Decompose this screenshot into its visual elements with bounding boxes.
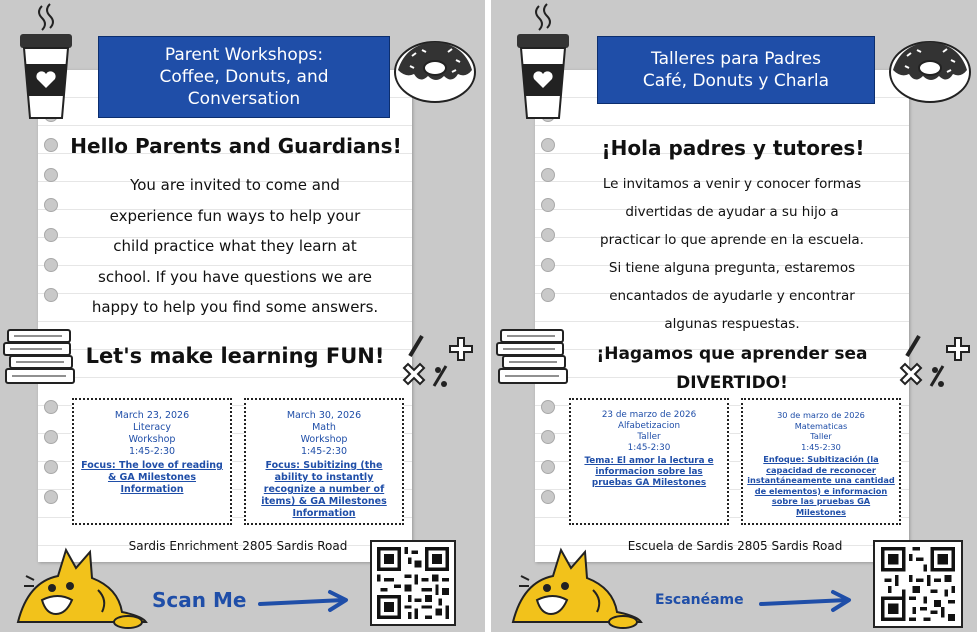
binder-hole [541, 400, 555, 414]
workshop-time: 1:45-2:30 [128, 446, 176, 457]
binder-hole [44, 258, 58, 272]
workshop-focus: Focus: Subitizing (the ability to instantly recognize a number of items) & GA Milestones Information [261, 460, 387, 519]
wildcat-mascot-icon [8, 530, 148, 630]
qr-code[interactable] [873, 540, 963, 628]
binder-hole [44, 430, 58, 444]
workshop-type: Workshop [128, 434, 176, 445]
workshop-focus: Focus: The love of reading & GA Milestones Information [81, 460, 223, 495]
arrow-right-icon [256, 588, 354, 618]
invitation-text: Le invitamos a venir y conocer formas divertidas de ayudar a su hijo a practicar lo que aprende en la escuela. Si tiene alguna pregunta, estaremos encantados de ayudarle y encontrar algunas respuestas. [600, 176, 864, 332]
workshop-focus: Enfoque: Subitización (la capacidad de reconocer instantáneamente una cantidad de elementos) e informacion sobre las pruebas GA Milestones [747, 454, 895, 517]
binder-hole [541, 228, 555, 242]
workshop-banner [98, 36, 390, 118]
qr-code[interactable] [370, 540, 456, 626]
wildcat-mascot-icon [503, 530, 643, 630]
workshop-subject: Matematicas [794, 420, 848, 431]
tagline: ¡Hagamos que aprender sea DIVERTIDO! [596, 344, 868, 393]
workshop-card-literacy [72, 398, 232, 525]
binder-hole [541, 258, 555, 272]
workshop-type: Taller [637, 432, 661, 442]
workshop-subject: Math [312, 422, 336, 433]
workshop-date: 30 de marzo de 2026 [777, 410, 865, 420]
workshop-type: Taller [810, 431, 832, 441]
workshop-banner [597, 36, 875, 104]
workshop-date: March 30, 2026 [286, 410, 362, 421]
greeting-heading: ¡Hola padres y tutores! [601, 136, 865, 160]
binder-hole [541, 490, 555, 504]
binder-hole [541, 430, 555, 444]
workshop-time: 1:45-2:30 [627, 443, 671, 453]
donut-icon [392, 34, 478, 106]
binder-hole [44, 168, 58, 182]
workshop-subject: Alfabetizacion [617, 421, 681, 431]
greeting-heading: Hello Parents and Guardians! [70, 134, 402, 158]
workshop-card-math [741, 398, 901, 525]
invitation-text: You are invited to come and experience fun ways to help your child practice what they learn at school. If you have questions we are happy to help you find some answers. [91, 176, 379, 316]
arrow-right-icon [757, 588, 857, 618]
coffee-cup-icon [14, 2, 78, 120]
qr-code-icon [880, 547, 956, 621]
spanish-flyer [491, 0, 977, 632]
scan-me-label: Escanéame [655, 592, 744, 608]
binder-hole [44, 490, 58, 504]
coffee-cup-icon [511, 2, 575, 120]
binder-hole [44, 460, 58, 474]
workshop-time: 1:45-2:30 [801, 441, 841, 452]
tagline: Let's make learning FUN! [85, 344, 385, 368]
workshop-date: March 23, 2026 [114, 410, 190, 421]
workshop-time: 1:45-2:30 [300, 446, 348, 457]
english-flyer [0, 0, 485, 632]
address-text: Sardis Enrichment 2805 Sardis Road [128, 539, 348, 553]
binder-hole [44, 288, 58, 302]
address-text: Escuela de Sardis 2805 Sardis Road [627, 539, 843, 553]
workshop-type: Workshop [300, 434, 348, 445]
binder-hole [541, 198, 555, 212]
scan-me-label: Scan Me [152, 588, 247, 612]
binder-hole [44, 198, 58, 212]
banner-title: Talleres para Padres Café, Donuts y Charla [642, 49, 830, 91]
workshop-subject: Literacy [132, 422, 172, 433]
qr-code-icon [377, 547, 449, 619]
binder-hole [44, 400, 58, 414]
workshop-card-literacy [569, 398, 729, 525]
binder-hole [44, 228, 58, 242]
workshop-card-math [244, 398, 404, 525]
workshop-date: 23 de marzo de 2026 [601, 410, 697, 420]
workshop-focus: Tema: El amor la lectura e informacion sobre las pruebas GA Milestones [584, 456, 714, 488]
math-symbols-icon [398, 330, 478, 392]
binder-hole [541, 168, 555, 182]
math-symbols-icon [895, 330, 975, 392]
banner-title: Parent Workshops: Coffee, Donuts, and Conversation [159, 45, 329, 109]
donut-icon [887, 34, 973, 106]
binder-hole [541, 460, 555, 474]
binder-hole [541, 288, 555, 302]
